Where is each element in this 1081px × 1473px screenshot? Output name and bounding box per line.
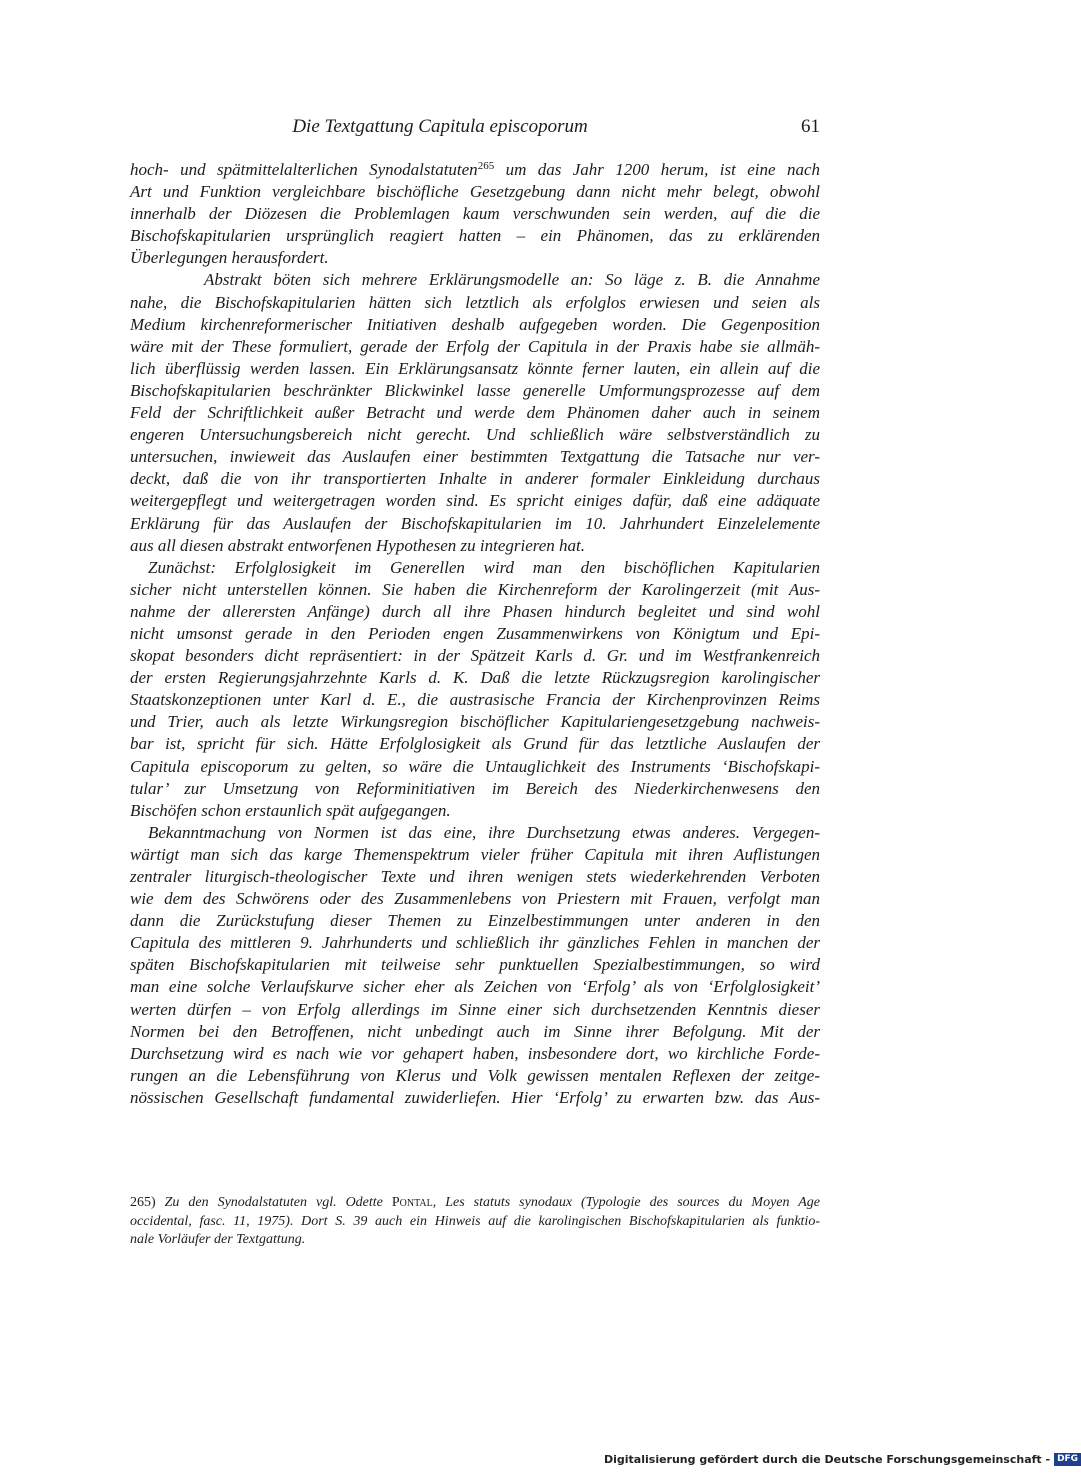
text-line: Bischofskapitularien beschränkter Blickwinkel lasse generelle Umformungsprozesse auf dem <box>130 380 820 400</box>
text-line: rungen an die Lebensführung von Klerus und Volk gewissen mentalen Reflexen der zeitge- <box>130 1065 820 1085</box>
footnotes <box>130 1194 820 1250</box>
text-line: Bekanntmachung von Normen ist das eine, ihre Durchsetzung etwas anderes. Vergegen- <box>148 822 820 842</box>
footnote-line: nale Vorläufer der Textgattung. <box>130 1232 306 1247</box>
text-line: weitergepflegt und weitergetragen worden sind. Es spricht einiges dafür, daß eine adäquate <box>130 491 820 511</box>
body-text <box>130 159 820 1109</box>
text-line: aus all diesen abstrakt entworfenen Hypothesen zu integrieren hat. <box>130 535 585 555</box>
footnote-text: Zu den Synodalstatuten vgl. Odette <box>155 1195 392 1210</box>
dfg-logo: DFG <box>1054 1453 1081 1466</box>
text-line: man eine solche Verlaufskurve sicher eher als Zeichen von ‘Erfolg’ als von ‘Erfolglosigkeit’ <box>130 977 820 997</box>
text-line: zentraler liturgisch-theologischer Texte und ihren wenigen stets wiederkehrenden Verboten <box>130 867 820 886</box>
footnote-line <box>130 1194 820 1213</box>
text-line: Normen bei den Betroffenen, nicht unbedingt auch im Sinne ihrer Befolgung. Mit der <box>130 1021 820 1041</box>
text-line: Capitula episcoporum zu gelten, so wäre die Untauglichkeit des Instruments ‘Bischofskapi- <box>130 756 820 776</box>
text-line: späten Bischofskapitularien mit teilweise sehr punktuellen Spezialbestimmungen, so wird <box>130 955 820 975</box>
text-line: sicher nicht unterstellen können. Sie haben die Kirchenreform der Karolingerzeit (mit Aus- <box>130 579 820 599</box>
text-line: skopat besonders dicht repräsentiert: in der Spätzeit Karls d. Gr. und im Westfrankenreich <box>130 646 820 666</box>
text-line: tular’ zur Umsetzung von Reforminitiativen im Bereich des Niederkirchenwesens den <box>130 778 820 798</box>
text-fragment: hoch- und spätmittelalterlichen Synodalstatuten <box>130 160 478 179</box>
footnote-number: 265) <box>130 1195 156 1210</box>
text-line: wäre mit der These formuliert, gerade der Erfolg der Capitula in der Praxis habe sie allmäh- <box>130 336 820 356</box>
text-line <box>130 159 820 181</box>
funding-notice <box>604 1451 1081 1467</box>
text-line: Medium kirchenreformerischer Initiativen deshalb aufgegeben worden. Die Gegenposition <box>130 314 820 334</box>
text-line: Zunächst: Erfolglosigkeit im Generellen wird man den bischöflichen Kapitularien <box>148 557 820 577</box>
footnote-reference: 265 <box>477 160 495 172</box>
text-line: untersuchen, inwieweit das Auslaufen einer bestimmten Textgattung die Tatsache nur ver- <box>130 447 820 467</box>
text-line: nössischen Gesellschaft fundamental zuwiderliefen. Hier ‘Erfolg’ zu erwarten bzw. das Aus- <box>130 1087 820 1107</box>
text-line: lich überflüssig werden lassen. Ein Erklärungsansatz könnte ferner lauten, ein allein auf die <box>130 358 820 378</box>
text-line: nicht umsonst gerade in den Perioden engen Zusammenwirkens von Königtum und Epi- <box>130 623 820 643</box>
footnote-author: Pontal <box>391 1195 433 1210</box>
text-line: dann die Zurückstufung dieser Themen zu Einzelbestimmungen unter anderen in den <box>130 911 820 931</box>
running-header <box>130 116 820 142</box>
text-line: wie dem des Schwörens oder des Zusammenlebens von Priestern mit Frauen, verfolgt man <box>130 889 820 909</box>
running-title: Die Textgattung Capitula episcoporum <box>292 116 588 137</box>
text-line: Bischofskapitularien ursprünglich reagiert hatten – ein Phänomen, das zu erklärenden <box>130 226 820 246</box>
text-line: Durchsetzung wird es nach wie vor gehapert haben, insbesondere dort, wo kirchliche Forde- <box>130 1043 820 1063</box>
text-line: nahe, die Bischofskapitularien hätten sich letztlich als erfolglos erwiesen und seien als <box>130 292 820 312</box>
text-line: Überlegungen herausfordert. <box>130 248 329 268</box>
text-line: der ersten Regierungsjahrzehnte Karls d. K. Daß die letzte Rückzugsregion karolingischer <box>130 668 820 688</box>
text-line: und Trier, auch als letzte Wirkungsregion bischöflicher Kapitulariengesetzgebung nachweis- <box>130 712 820 732</box>
text-line: innerhalb der Diözesen die Problemlagen kaum verschwunden sein werden, auf die die <box>130 204 820 224</box>
footnote-line: occidental, fasc. 11, 1975). Dort S. 39 auch ein Hinweis auf die karolingischen Bischofskapitularien als funktio- <box>130 1213 820 1229</box>
text-line: nahme der allerersten Anfänge) durch all ihre Phasen hindurch begleitet und sind wohl <box>130 601 820 621</box>
text-line: Erklärung für das Auslaufen der Bischofskapitularien im 10. Jahrhundert Einzelelemente <box>130 513 820 533</box>
text-line: Feld der Schriftlichkeit außer Betracht und werde dem Phänomen daher auch in seinem <box>130 403 820 423</box>
text-line: Staatskonzeptionen unter Karl d. E., die austrasische Francia der Kirchenprovinzen Reims <box>130 690 820 710</box>
text-line: deckt, daß die von ihr transportierten Inhalte in anderer formaler Einkleidung durchaus <box>130 469 820 489</box>
text-line: wärtigt man sich das karge Themenspektrum vieler früher Capitula mit ihren Auflistungen <box>130 844 820 864</box>
text-line: Abstrakt böten sich mehrere Erklärungsmodelle an: So läge z. B. die Annahme <box>204 270 820 290</box>
page-number: 61 <box>801 116 820 137</box>
text-line: Capitula des mittleren 9. Jahrhunderts und schließlich ihr gänzliches Fehlen in manchen der <box>130 933 820 953</box>
text-line: engeren Untersuchungsbereich nicht gerecht. Und schließlich wäre selbstverständlich zu <box>130 425 820 445</box>
text-line: werten dürfen – von Erfolg allerdings im Sinne einer sich durchsetzenden Kenntnis dieser <box>130 999 820 1019</box>
funding-notice-text: Digitalisierung gefördert durch die Deutsche Forschungsgemeinschaft - <box>604 1452 1051 1466</box>
text-fragment: um das Jahr 1200 herum, ist eine nach <box>494 160 820 179</box>
text-line: Art und Funktion vergleichbare bischöfliche Gesetzgebung dann nicht mehr belegt, obwohl <box>130 182 820 202</box>
footnote-text: , Les statuts synodaux (Typologie des sources du Moyen Age <box>432 1195 820 1210</box>
text-line: Bischöfen schon erstaunlich spät aufgegangen. <box>130 800 451 820</box>
text-line: bar ist, spricht für sich. Hätte Erfolglosigkeit als Grund für das letztliche Auslaufen der <box>130 734 820 754</box>
